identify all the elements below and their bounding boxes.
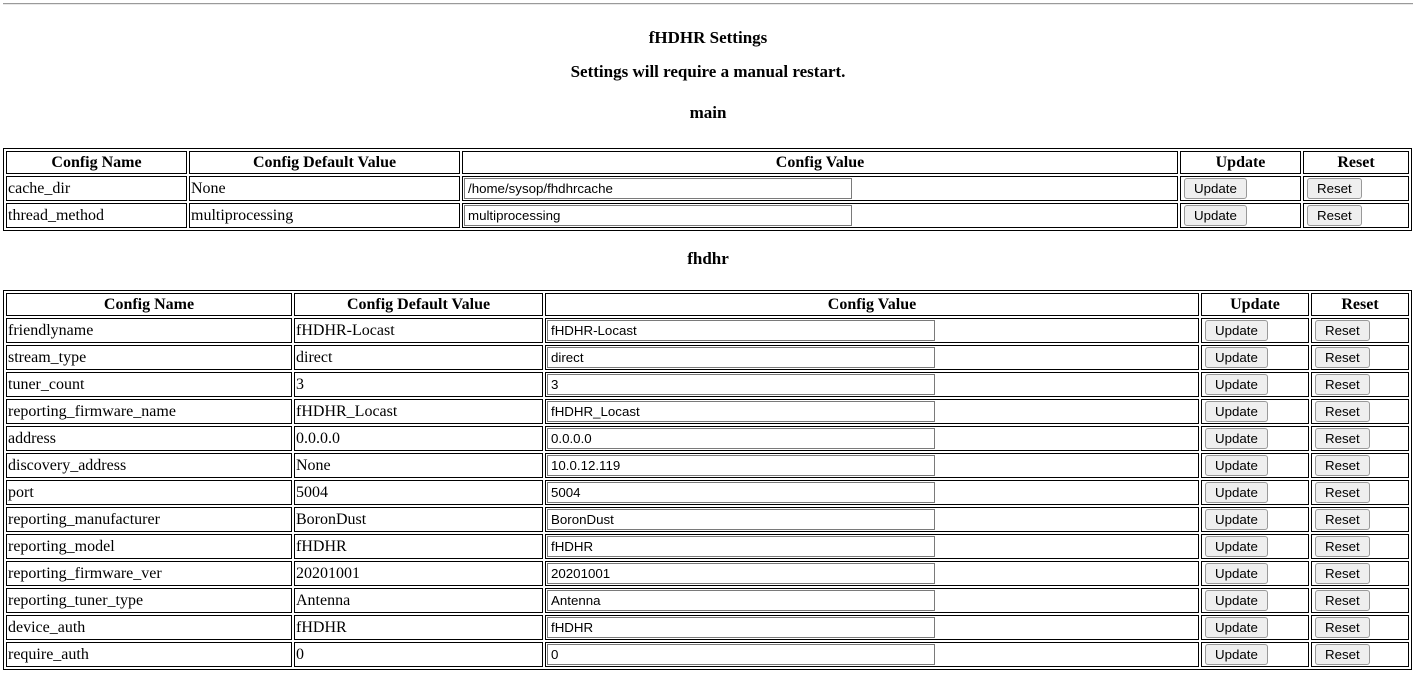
header-row — [6, 151, 1409, 174]
update-cell — [1201, 426, 1309, 451]
config-default-value: fHDHR — [296, 537, 347, 555]
config-row — [6, 453, 1409, 478]
config-default-cell — [294, 615, 543, 640]
config-name-cell — [6, 480, 292, 505]
reset-cell — [1311, 534, 1409, 559]
update-cell — [1201, 615, 1309, 640]
update-cell — [1180, 203, 1301, 228]
config-table-main — [3, 148, 1412, 231]
config-value-input[interactable] — [547, 563, 935, 584]
config-default-value: 0.0.0.0 — [296, 429, 340, 447]
reset-button[interactable]: Reset — [1315, 455, 1370, 476]
update-cell — [1201, 588, 1309, 613]
reset-cell — [1311, 642, 1409, 667]
update-button[interactable]: Update — [1205, 536, 1268, 557]
config-default-cell — [294, 399, 543, 424]
config-default-value: Antenna — [296, 591, 351, 609]
reset-cell — [1311, 453, 1409, 478]
config-name-cell — [6, 642, 292, 667]
reset-button[interactable]: Reset — [1315, 536, 1370, 557]
config-name: reporting_model — [8, 537, 115, 555]
config-row — [6, 399, 1409, 424]
column-header-update: Update — [1180, 151, 1301, 174]
config-row — [6, 534, 1409, 559]
config-default-value: fHDHR-Locast — [296, 321, 395, 339]
config-name-cell — [6, 318, 292, 343]
reset-button[interactable]: Reset — [1315, 563, 1370, 584]
config-name: friendlyname — [8, 321, 94, 339]
config-name-cell — [6, 399, 292, 424]
update-cell — [1201, 507, 1309, 532]
update-cell — [1201, 453, 1309, 478]
reset-cell — [1311, 345, 1409, 370]
reset-button[interactable]: Reset — [1315, 482, 1370, 503]
top-divider — [3, 3, 1413, 5]
config-name: address — [8, 429, 56, 447]
column-header-default-value: Config Default Value — [294, 293, 543, 316]
reset-cell — [1303, 176, 1409, 201]
config-default-cell — [294, 480, 543, 505]
column-header-config-name: Config Name — [6, 293, 292, 316]
reset-cell — [1311, 561, 1409, 586]
reset-button[interactable]: Reset — [1315, 644, 1370, 665]
config-value-cell — [462, 203, 1178, 228]
config-name: require_auth — [8, 645, 89, 663]
config-default-cell — [294, 588, 543, 613]
config-default-value: fHDHR_Locast — [296, 402, 398, 420]
config-default-value: direct — [296, 348, 333, 366]
config-name: device_auth — [8, 618, 86, 636]
config-default-cell — [189, 203, 460, 228]
config-default-value: 20201001 — [296, 564, 360, 582]
config-value-cell — [545, 615, 1199, 640]
update-button[interactable]: Update — [1184, 205, 1247, 226]
config-name-cell — [6, 588, 292, 613]
config-row — [6, 345, 1409, 370]
config-value-input[interactable] — [464, 178, 852, 199]
reset-button[interactable]: Reset — [1315, 320, 1370, 341]
update-cell — [1201, 561, 1309, 586]
config-default-cell — [294, 372, 543, 397]
config-value-cell — [545, 507, 1199, 532]
reset-button[interactable]: Reset — [1315, 374, 1370, 395]
config-name: reporting_firmware_ver — [8, 564, 162, 582]
update-button[interactable]: Update — [1205, 563, 1268, 584]
config-name-cell — [6, 345, 292, 370]
column-header-default-value: Config Default Value — [189, 151, 460, 174]
config-row — [6, 318, 1409, 343]
config-name-cell — [6, 372, 292, 397]
update-button[interactable]: Update — [1205, 347, 1268, 368]
page-subtitle: Settings will require a manual restart. — [570, 62, 846, 81]
config-value-input[interactable] — [547, 617, 935, 638]
column-header-config-value: Config Value — [545, 293, 1199, 316]
config-value-input[interactable] — [547, 401, 935, 422]
config-name: discovery_address — [8, 456, 127, 474]
config-name: port — [8, 483, 34, 501]
update-button[interactable]: Update — [1205, 644, 1268, 665]
config-value-cell — [545, 534, 1199, 559]
config-value-input[interactable] — [547, 455, 935, 476]
config-default-value: fHDHR — [296, 618, 347, 636]
reset-button[interactable]: Reset — [1315, 590, 1370, 611]
config-value-input[interactable] — [547, 320, 935, 341]
reset-cell — [1311, 399, 1409, 424]
section-title-fhdhr: fhdhr — [687, 249, 729, 268]
update-button[interactable]: Update — [1205, 374, 1268, 395]
config-value-input[interactable] — [547, 347, 935, 368]
config-value-cell — [462, 176, 1178, 201]
config-default-cell — [294, 642, 543, 667]
update-button[interactable]: Update — [1205, 617, 1268, 638]
config-default-cell — [294, 318, 543, 343]
config-table-fhdhr — [3, 290, 1412, 670]
update-cell — [1201, 318, 1309, 343]
settings-page — [3, 3, 1413, 670]
config-default-cell — [294, 561, 543, 586]
config-row — [6, 642, 1409, 667]
reset-button[interactable]: Reset — [1315, 617, 1370, 638]
config-default-value: None — [191, 179, 226, 197]
reset-button[interactable]: Reset — [1315, 401, 1370, 422]
config-value-cell — [545, 345, 1199, 370]
config-default-value: 5004 — [296, 483, 328, 501]
update-cell — [1201, 372, 1309, 397]
update-cell — [1201, 534, 1309, 559]
config-default-value: multiprocessing — [191, 206, 294, 224]
config-value-input[interactable] — [547, 428, 935, 449]
config-value-input[interactable] — [547, 374, 935, 395]
update-button[interactable]: Update — [1205, 428, 1268, 449]
reset-cell — [1311, 372, 1409, 397]
config-default-value: 3 — [296, 375, 304, 393]
reset-cell — [1311, 507, 1409, 532]
config-row — [6, 203, 1409, 228]
update-button[interactable]: Update — [1205, 482, 1268, 503]
config-value-cell — [545, 426, 1199, 451]
update-button[interactable]: Update — [1205, 590, 1268, 611]
config-name: reporting_tuner_type — [8, 591, 144, 609]
reset-button[interactable]: Reset — [1315, 347, 1370, 368]
config-default-cell — [189, 176, 460, 201]
config-value-input[interactable] — [464, 205, 852, 226]
config-name-cell — [6, 534, 292, 559]
section-title-main: main — [689, 103, 727, 122]
config-name-cell — [6, 176, 187, 201]
column-header-update: Update — [1201, 293, 1309, 316]
config-value-input[interactable] — [547, 590, 935, 611]
config-name: stream_type — [8, 348, 87, 366]
config-name-cell — [6, 507, 292, 532]
config-row — [6, 561, 1409, 586]
config-default-cell — [294, 426, 543, 451]
config-default-cell — [294, 453, 543, 478]
header-row — [6, 293, 1409, 316]
config-default-cell — [294, 534, 543, 559]
column-header-reset: Reset — [1303, 151, 1409, 174]
config-default-cell — [294, 507, 543, 532]
column-header-reset: Reset — [1311, 293, 1409, 316]
reset-button[interactable]: Reset — [1315, 509, 1370, 530]
config-default-value: None — [296, 456, 331, 474]
config-row — [6, 176, 1409, 201]
config-name: tuner_count — [8, 375, 85, 393]
config-value-cell — [545, 399, 1199, 424]
config-row — [6, 426, 1409, 451]
column-header-config-name: Config Name — [6, 151, 187, 174]
reset-button[interactable]: Reset — [1307, 205, 1362, 226]
config-name-cell — [6, 561, 292, 586]
update-button[interactable]: Update — [1205, 455, 1268, 476]
config-name: reporting_firmware_name — [8, 402, 176, 420]
page-title: fHDHR Settings — [648, 28, 768, 47]
update-cell — [1201, 399, 1309, 424]
config-value-cell — [545, 642, 1199, 667]
config-value-cell — [545, 372, 1199, 397]
update-button[interactable]: Update — [1205, 320, 1268, 341]
config-value-input[interactable] — [547, 644, 935, 665]
config-default-cell — [294, 345, 543, 370]
config-value-cell — [545, 318, 1199, 343]
update-button[interactable]: Update — [1184, 178, 1247, 199]
reset-cell — [1303, 203, 1409, 228]
config-row — [6, 615, 1409, 640]
config-name: cache_dir — [8, 179, 71, 197]
config-value-cell — [545, 480, 1199, 505]
reset-cell — [1311, 480, 1409, 505]
config-name-cell — [6, 426, 292, 451]
config-value-cell — [545, 453, 1199, 478]
config-name: thread_method — [8, 206, 104, 224]
update-cell — [1201, 480, 1309, 505]
update-button[interactable]: Update — [1205, 509, 1268, 530]
config-row — [6, 588, 1409, 613]
config-default-value: BoronDust — [296, 510, 367, 528]
config-row — [6, 372, 1409, 397]
reset-cell — [1311, 426, 1409, 451]
update-button[interactable]: Update — [1205, 401, 1268, 422]
config-row — [6, 480, 1409, 505]
config-value-cell — [545, 561, 1199, 586]
reset-cell — [1311, 615, 1409, 640]
reset-button[interactable]: Reset — [1307, 178, 1362, 199]
reset-button[interactable]: Reset — [1315, 428, 1370, 449]
config-value-cell — [545, 588, 1199, 613]
column-header-config-value: Config Value — [462, 151, 1178, 174]
config-row — [6, 507, 1409, 532]
reset-cell — [1311, 318, 1409, 343]
config-name-cell — [6, 615, 292, 640]
config-name: reporting_manufacturer — [8, 510, 160, 528]
update-cell — [1201, 345, 1309, 370]
config-value-input[interactable] — [547, 509, 935, 530]
config-value-input[interactable] — [547, 482, 935, 503]
config-value-input[interactable] — [547, 536, 935, 557]
update-cell — [1180, 176, 1301, 201]
config-name-cell — [6, 453, 292, 478]
reset-cell — [1311, 588, 1409, 613]
config-default-value: 0 — [296, 645, 304, 663]
config-name-cell — [6, 203, 187, 228]
update-cell — [1201, 642, 1309, 667]
